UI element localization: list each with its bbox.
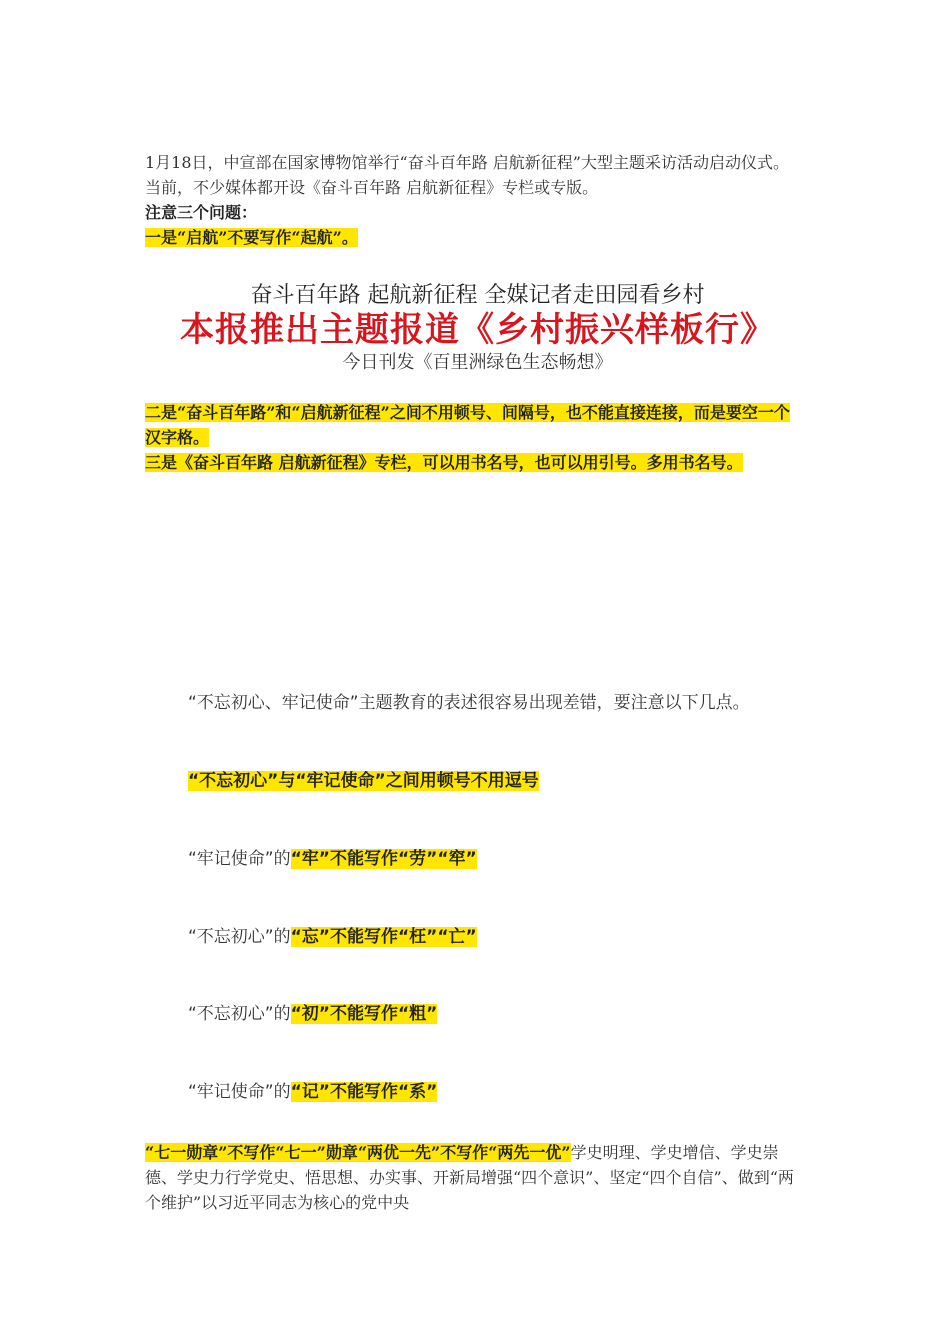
final-highlight: “七一勋章”不写作“七一”勋章“两优一先”不写作“两先一优” bbox=[145, 1143, 571, 1162]
rule-1-text: “不忘初心”与“牢记使命”之间用顿号不用逗号 bbox=[188, 771, 539, 791]
rule-4 bbox=[188, 1002, 437, 1026]
banner-line-3: 今日刊发《百里洲绿色生态畅想》 bbox=[342, 352, 613, 373]
newspaper-banner-image bbox=[145, 282, 810, 382]
point-1: 一是“启航”不要写作“起航”。 bbox=[145, 228, 358, 247]
rule-2-highlight: “牢”不能写作“劳”“窂” bbox=[290, 849, 477, 869]
rule-4-prefix: “不忘初心”的 bbox=[188, 1004, 291, 1024]
intro-line-1: 1月18日，中宣部在国家博物馆举行“奋斗百年路 启航新征程”大型主题采访活动启动仪式。 bbox=[145, 153, 789, 172]
point-3: 三是《奋斗百年路 启航新征程》专栏，可以用书名号，也可以用引号。多用书名号。 bbox=[145, 453, 743, 472]
problems-heading: 注意三个问题： bbox=[145, 203, 258, 222]
rule-5-highlight: “记”不能写作“系” bbox=[290, 1082, 438, 1102]
rule-3 bbox=[188, 925, 477, 949]
rule-2-prefix: “牢记使命”的 bbox=[188, 849, 291, 869]
final-paragraph bbox=[145, 1140, 805, 1215]
banner-line-1: 奋斗百年路 起航新征程 全媒记者走田园看乡村 bbox=[250, 283, 705, 308]
rule-3-prefix: “不忘初心”的 bbox=[188, 927, 291, 947]
rule-2 bbox=[188, 847, 477, 871]
intro-line-2: 当前，不少媒体都开设《奋斗百年路 启航新征程》专栏或专版。 bbox=[145, 178, 599, 197]
rule-3-highlight: “忘”不能写作“枉”“亡” bbox=[290, 927, 477, 947]
intro-paragraph bbox=[145, 150, 805, 250]
banner-headline: 本报推出主题报道《乡村振兴样板行》 bbox=[180, 310, 775, 350]
points-paragraph bbox=[145, 400, 805, 475]
rule-1 bbox=[188, 769, 539, 793]
point-2: 二是“奋斗百年路”和“启航新征程”之间不用顿号、间隔号，也不能直接连接，而是要空一个汉字格。 bbox=[145, 403, 790, 447]
final-text: 学史明理、学史增信、学史崇德、学史力行学党史、悟思想、办实事、开新局增强“四个意识”、坚定“四个自信”、做到“两个维护”以习近平同志为核心的党中央 bbox=[145, 1143, 794, 1212]
rule-5-prefix: “牢记使命”的 bbox=[188, 1082, 291, 1102]
rule-4-highlight: “初”不能写作“粗” bbox=[290, 1004, 438, 1024]
rule-5 bbox=[188, 1080, 437, 1104]
theme-intro: “不忘初心、牢记使命”主题教育的表述很容易出现差错，要注意以下几点。 bbox=[188, 693, 750, 713]
